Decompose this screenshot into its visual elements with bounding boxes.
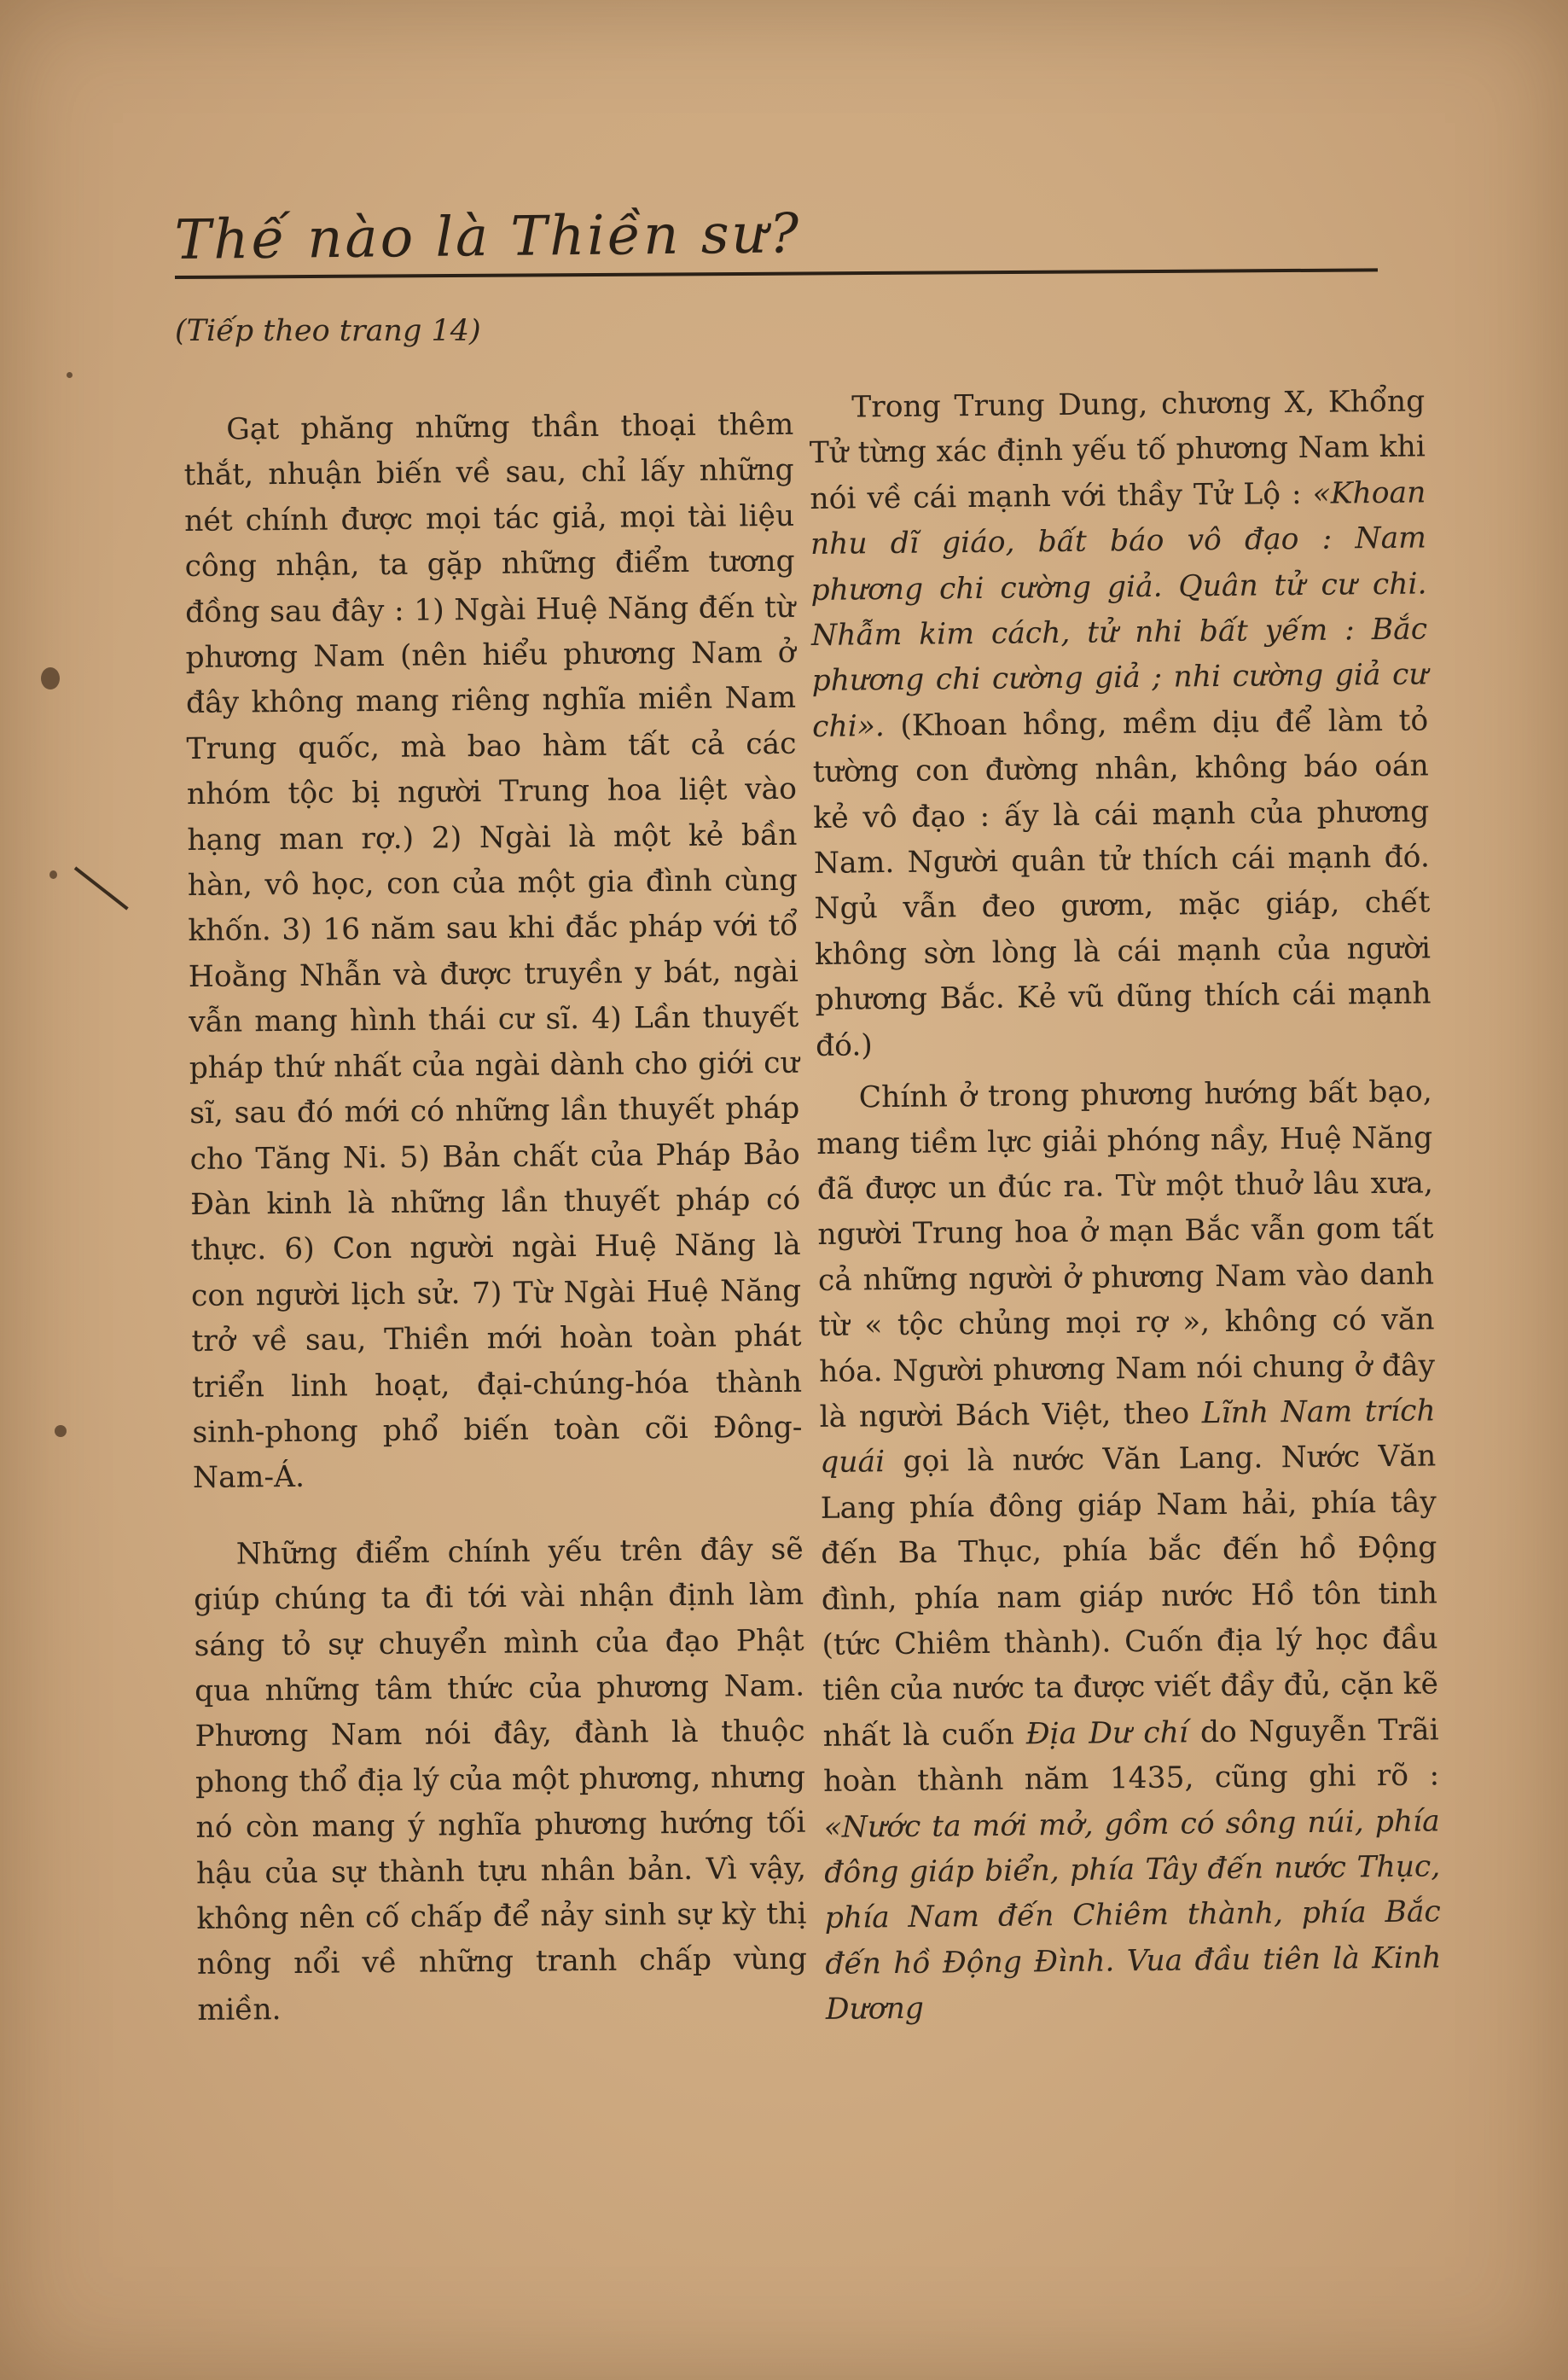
ink-stray-mark [74, 866, 129, 910]
left-paragraph-2: Những điểm chính yếu trên đây sẽ giúp chúng ta đi tới vài nhận định làm sáng tỏ sự chuyển mình của đạo Phật qua những tâm thức của phương Nam. Phương Nam nói đây, đành là thuộc phong thổ địa lý của một phương, nhưng nó còn mang ý nghĩa phương hướng tối hậu của sự thành tựu nhân bản. Vì vậy, không nên cố chấp để nảy sinh sự kỳ thị nông nổi về những tranh chấp vùng miền. [194, 1532, 808, 2028]
binding-hole [67, 372, 73, 378]
right-text-column [809, 379, 1442, 2033]
right-paragraph-1 [809, 379, 1432, 1069]
paragraph-text: Trong Trung Dung, chương X, Khổng Tử từng xác định yếu tố phương Nam khi nói về cái mạnh với thầy Tử Lộ : [809, 384, 1426, 516]
binding-hole [49, 870, 57, 879]
book-title: Địa Dư chí [1025, 1715, 1189, 1752]
paragraph-text: gọi là nước Văn Lang. Nước Văn Lang phía đông giáp Nam hải, phía tây đến Ba Thục, phía bắc đến hồ Động đình, phía nam giáp nước Hồ tôn tinh (tức Chiêm thành). Cuốn địa lý học đầu tiên của nước ta được viết đầy đủ, cặn kẽ nhất là cuốn [820, 1439, 1439, 1754]
left-paragraph-1: Gạt phăng những thần thoại thêm thắt, nhuận biến về sau, chỉ lấy những nét chính được mọi tác giả, mọi tài liệu công nhận, ta gặp những điểm tương đồng sau đây : 1) Ngài Huệ Năng đến từ phương Nam (nên hiểu phương Nam ở đây không mang riêng nghĩa miền Nam Trung quốc, mà bao hàm tất cả các nhóm tộc bị người Trung hoa liệt vào hạng man rợ.) 2) Ngài là một kẻ bần hàn, vô học, con của một gia đình cùng khốn. 3) 16 năm sau khi đắc pháp với tổ Hoằng Nhẫn và được truyền y bát, ngài vẫn mang hình thái cư sĩ. 4) Lần thuyết pháp thứ nhất của ngài dành cho giới cư sĩ, sau đó mới có những lần thuyết pháp cho Tăng Ni. 5) Bản chất của Pháp Bảo Đàn kinh là những lần thuyết pháp có thực. 6) Con người ngài Huệ Năng là con người lịch sử. 7) Từ Ngài Huệ Năng trở về sau, Thiền mới hoàn toàn phát triển linh hoạt, đại-chúng-hóa thành sinh-phong phổ biến toàn cõi Đông-Nam-Á. [183, 407, 803, 1496]
classical-quote: «Khoan nhu dĩ giáo, bất báo vô đạo : Nam phương chi cường giả. Quân tử cư chi. Nhẫm kim cách, tử nhi bất yếm : Bắc phương chi cường giả ; nhi cường giả cư chi». [810, 475, 1428, 744]
quoted-text: «Nước ta mới mở, gồm có sông núi, phía đông giáp biển, phía Tây đến nước Thục, phía Nam đến Chiêm thành, phía Bắc đến hồ Động Đình. Vua đầu tiên là Kinh Dương [823, 1803, 1442, 2028]
paragraph-text: do Nguyễn Trãi hoàn thành năm 1435, cũng ghi rõ : [822, 1713, 1440, 1800]
paragraph-text: (Khoan hồng, mềm dịu để làm tỏ tường con đường nhân, không báo oán kẻ vô đạo : ấy là cái mạnh của phương Nam. Người quân tử thích cái mạnh đó. Ngủ vẫn đeo gươm, mặc giáp, chết không sờn lòng là cái mạnh của người phương Bắc. Kẻ vũ dũng thích cái mạnh đó.) [812, 703, 1432, 1063]
paragraph-text: Chính ở trong phương hướng bất bạo, mang tiềm lực giải phóng nầy, Huệ Năng đã được un đúc ra. Từ một thuở lâu xưa, người Trung hoa ở mạn Bắc vẫn gom tất cả những người ở phương Nam vào danh từ « tộc chủng mọi rợ », không có văn hóa. Người phương Nam nói chung ở đây là người Bách Việt, theo [816, 1074, 1436, 1434]
binding-hole [41, 667, 60, 690]
right-paragraph-2 [816, 1069, 1442, 2033]
book-title: Lĩnh Nam trích quái [820, 1394, 1436, 1481]
left-text-column [183, 403, 808, 2034]
binding-hole [55, 1425, 67, 1437]
continued-note: (Tiếp theo trang 14) [175, 314, 481, 348]
article-title: Thế nào là Thiền sư? [174, 202, 802, 272]
